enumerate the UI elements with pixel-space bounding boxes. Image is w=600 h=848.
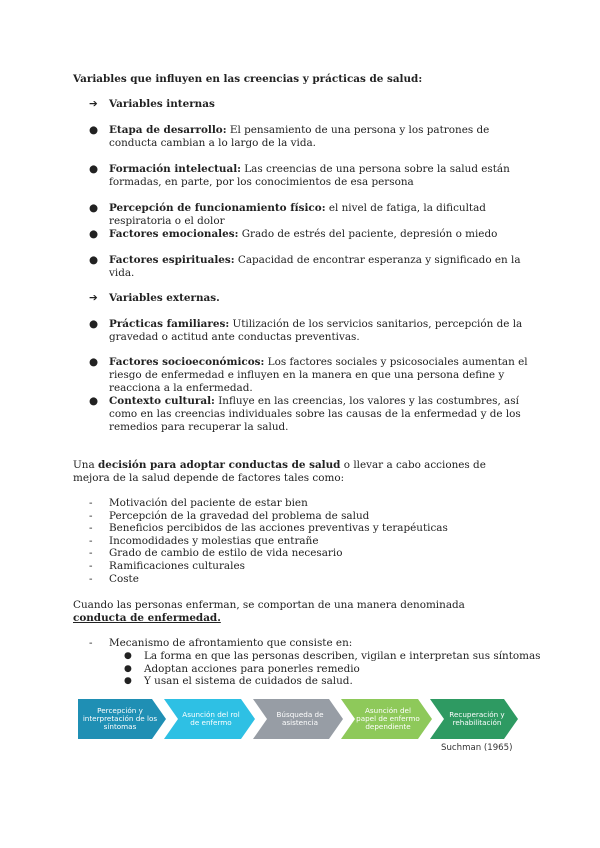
list-item: ● Factores emocionales: Grado de estrés del paciente, depresión o miedo [89, 228, 498, 240]
bullet-icon: ● [89, 395, 99, 407]
list-item: ● Formación intelectual: Las creencias de una persona sobre la salud están formadas, en parte, por los conocimientos de esa persona [89, 163, 510, 188]
bullet-icon: ● [124, 676, 132, 687]
bullet-icon: ● [124, 663, 132, 674]
illness-paragraph: Cuando las personas enferman, se comportan de una manera denominada conducta de enfermedad. [73, 599, 465, 624]
list-item: ● Factores espirituales: Capacidad de encontrar esperanza y significado en la vida. [89, 254, 521, 279]
bullet-icon: ● [124, 651, 132, 661]
step-label: Recuperación y rehabilitación [449, 709, 505, 727]
section-title: Variables que influyen en las creencias y prácticas de salud: [73, 73, 423, 85]
decision-paragraph: Una decisión para adoptar conductas de salud o llevar a cabo acciones de mejora de la salud depende de factores tales como: [73, 459, 486, 484]
bullet-icon: ● [89, 124, 99, 136]
list-item: ● Contexto cultural: Influye en las creencias, los valores y las costumbres, así como en las creencias individuales sobre las causas de la enfermedad y de los remedios para recuperar la salud. [89, 395, 521, 433]
bullet-icon: ● [89, 356, 99, 368]
document-page: Variables que influyen en las creencias y prácticas de salud: ➔ Variables internas ● Etapa de desarrollo: El pensamiento de una persona y los patrones de conducta cambian a lo largo de la vida. ● Formación intelectual: Las creencias de una persona sobre la salud están formadas, en parte, por los conocimientos de esa persona ● Percepción de funcionamiento físico: el nivel de fatiga, la dificultad respiratoria o el dolor ● Factores emocionales: Grado de estrés del paciente, depresión o miedo ● Factores espirituales: Capacidad de encontrar esperanza y significado en la vida. ➔ Variables externas. ● Prácticas familiares: Utilización de los servicios sanitarios, percepción de la gravedad o actitud ante conductas preventivas. ● Factores socioeconómicos: Los factores sociales y psicosociales aumentan el riesgo de enfermedad e influyen en la manera en que una persona define y reacciona a la enfermedad. ● Contexto cultural: Influye en las creencias, los valores y las costumbres, así como en las creencias individuales sobre las causas de la enfermedad y de los remedios para recuperar la salud. Una decisión para adoptar conductas de salud o llevar a cabo acciones de mejora de la salud depende de factores tales como: - Motivación del paciente de estar bien - Percepción de la gravedad del problema de salud - Beneficios percibidos de las acciones preventivas y terapéuticas - Incomodidades y molestias que entrañe - Grado de cambio de estilo de vida necesario - Ramificaciones culturales - Coste Cuando las personas enferman, se comportan de una manera denominada conducta de enfermedad. - Mecanismo de afrontamiento que consiste en: ● La forma en que las personas describen, vigilan e interpretan sus síntomas ● Adoptan acciones para ponerles remedio ● Y usan el sistema de cuidados de salud. Percepción y interpretación de los síntomas Asunción del rol de enfermo Búsqueda de asistencia Asunción del papel de enfermo dependiente Recuperación y rehabilitación Suchman (1965) [73, 73, 541, 753]
bullet-icon: ● [89, 254, 99, 266]
step-label: Percepción y interpretación de los síntomas [82, 705, 158, 732]
step-label: Búsqueda de asistencia [276, 709, 324, 727]
arrow-right-icon: ➔ [89, 292, 98, 304]
source-citation: Suchman (1965) [441, 743, 513, 753]
bullet-icon: ● [89, 228, 99, 240]
bullet-icon: ● [89, 163, 99, 175]
process-diagram [78, 699, 518, 741]
internal-variables-heading: ➔ Variables internas [89, 98, 215, 110]
external-variables-heading: ➔ Variables externas. [89, 292, 220, 304]
step-label: Asunción del papel de enfermo dependiente [356, 705, 420, 732]
list-item: ● Percepción de funcionamiento físico: el nivel de fatiga, la dificultad respiratoria o el dolor [89, 202, 486, 227]
list-item: ● Factores socioeconómicos: Los factores sociales y psicosociales aumentan el riesgo de enfermedad e influyen en la manera en que una persona define y reacciona a la enfermedad. [89, 356, 528, 394]
arrow-right-icon: ➔ [89, 98, 98, 110]
step-label: Asunción del rol de enfermo [182, 709, 240, 727]
list-item: ● Prácticas familiares: Utilización de los servicios sanitarios, percepción de la gravedad o actitud ante conductas preventivas. [89, 318, 523, 343]
bullet-icon: ● [89, 202, 99, 214]
bullet-icon: ● [89, 318, 99, 330]
list-item: ● Etapa de desarrollo: El pensamiento de una persona y los patrones de conducta cambian a lo largo de la vida. [89, 124, 490, 149]
